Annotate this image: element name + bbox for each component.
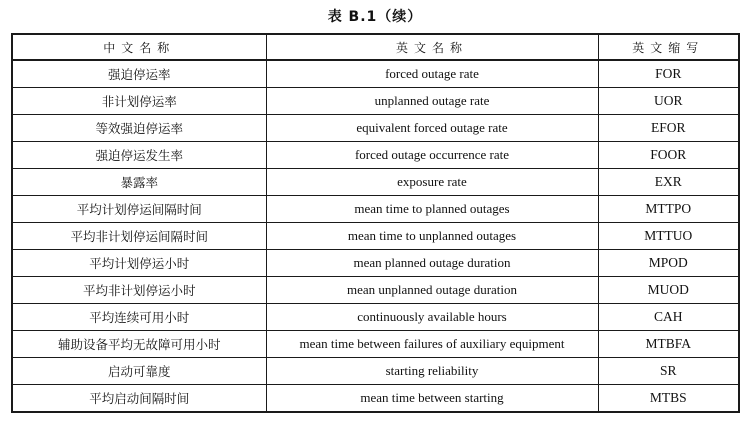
table-row — [12, 358, 739, 385]
english-name-cell: unplanned outage rate — [266, 88, 598, 115]
abbreviation-cell: SR — [598, 358, 739, 385]
abbreviation-cell: FOOR — [598, 142, 739, 169]
english-name-cell: forced outage occurrence rate — [266, 142, 598, 169]
table-row — [12, 60, 739, 88]
english-name-cell: exposure rate — [266, 169, 598, 196]
table-row — [12, 385, 739, 413]
chinese-name-cell: 暴露率 — [12, 169, 266, 196]
english-name-cell: equivalent forced outage rate — [266, 115, 598, 142]
terminology-table — [11, 33, 740, 413]
abbreviation-cell: MUOD — [598, 277, 739, 304]
abbreviation-cell: MTBFA — [598, 331, 739, 358]
chinese-name-cell: 平均计划停运间隔时间 — [12, 196, 266, 223]
header-english-name: 英文名称 — [266, 34, 598, 60]
abbreviation-cell: EXR — [598, 169, 739, 196]
table-row — [12, 250, 739, 277]
table-row — [12, 142, 739, 169]
table-caption: 表 B.1（续） — [327, 9, 423, 25]
table-row — [12, 331, 739, 358]
english-name-cell: forced outage rate — [266, 60, 598, 88]
table-row — [12, 169, 739, 196]
chinese-name-cell: 平均计划停运小时 — [12, 250, 266, 277]
english-name-cell: continuously available hours — [266, 304, 598, 331]
chinese-name-cell: 非计划停运率 — [12, 88, 266, 115]
table-row — [12, 196, 739, 223]
abbreviation-cell: FOR — [598, 60, 739, 88]
english-name-cell: mean time to planned outages — [266, 196, 598, 223]
chinese-name-cell: 平均非计划停运间隔时间 — [12, 223, 266, 250]
chinese-name-cell: 辅助设备平均无故障可用小时 — [12, 331, 266, 358]
abbreviation-cell: EFOR — [598, 115, 739, 142]
table-row — [12, 115, 739, 142]
chinese-name-cell: 平均启动间隔时间 — [12, 385, 266, 413]
chinese-name-cell: 平均非计划停运小时 — [12, 277, 266, 304]
abbreviation-cell: MTTPO — [598, 196, 739, 223]
abbreviation-cell: CAH — [598, 304, 739, 331]
table-row — [12, 304, 739, 331]
table-header-row — [12, 34, 739, 60]
english-name-cell: starting reliability — [266, 358, 598, 385]
table-row — [12, 277, 739, 304]
chinese-name-cell: 强迫停运率 — [12, 60, 266, 88]
english-name-cell: mean planned outage duration — [266, 250, 598, 277]
chinese-name-cell: 等效强迫停运率 — [12, 115, 266, 142]
english-name-cell: mean time between failures of auxiliary equipment — [266, 331, 598, 358]
table-row — [12, 223, 739, 250]
chinese-name-cell: 平均连续可用小时 — [12, 304, 266, 331]
chinese-name-cell: 启动可靠度 — [12, 358, 266, 385]
abbreviation-cell: MTTUO — [598, 223, 739, 250]
header-english-abbreviation: 英文缩写 — [598, 34, 739, 60]
chinese-name-cell: 强迫停运发生率 — [12, 142, 266, 169]
english-name-cell: mean time to unplanned outages — [266, 223, 598, 250]
table-row — [12, 88, 739, 115]
abbreviation-cell: UOR — [598, 88, 739, 115]
abbreviation-cell: MPOD — [598, 250, 739, 277]
english-name-cell: mean unplanned outage duration — [266, 277, 598, 304]
english-name-cell: mean time between starting — [266, 385, 598, 413]
abbreviation-cell: MTBS — [598, 385, 739, 413]
header-chinese-name: 中文名称 — [12, 34, 266, 60]
